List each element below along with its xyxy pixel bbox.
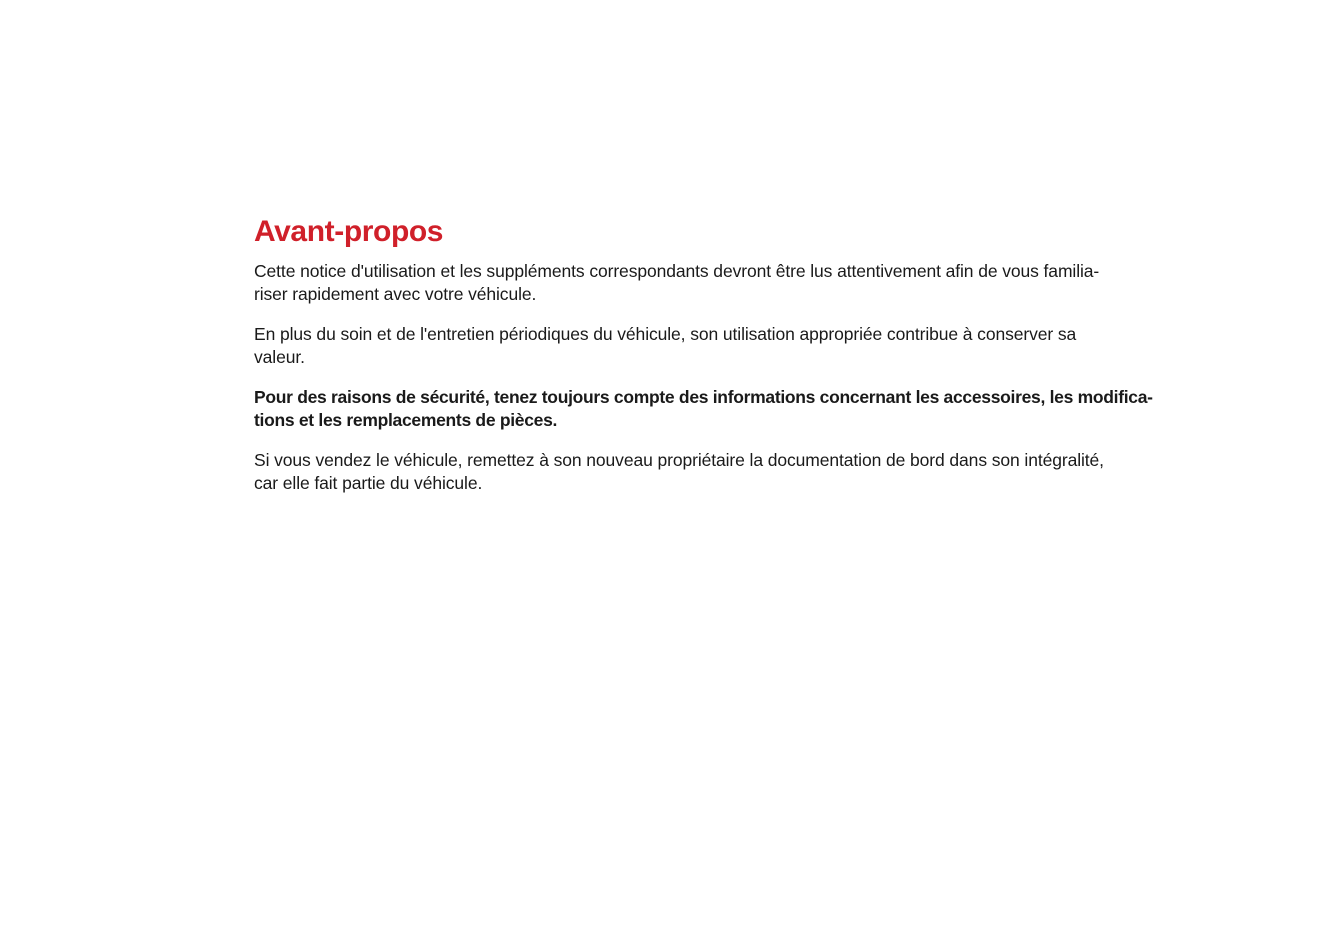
paragraph-line: tions et les remplacements de pièces. xyxy=(254,410,558,430)
paragraph-maintenance xyxy=(254,323,1154,369)
paragraph-line: Pour des raisons de sécurité, tenez toujours compte des informations concernant les accessoires, les modifica- xyxy=(254,387,1153,407)
paragraph-safety-notice xyxy=(254,386,1154,432)
paragraph-line: En plus du soin et de l'entretien périodiques du véhicule, son utilisation appropriée contribue à conserver sa xyxy=(254,324,1077,344)
paragraph-read-carefully xyxy=(254,260,1154,306)
paragraph-line: Si vous vendez le véhicule, remettez à son nouveau propriétaire la documentation de bord dans son intégralité, xyxy=(254,450,1104,470)
paragraph-resale xyxy=(254,449,1154,495)
paragraph-line: valeur. xyxy=(254,347,305,367)
foreword-section xyxy=(254,212,1154,512)
paragraph-line: Cette notice d'utilisation et les suppléments correspondants devront être lus attentivement afin de vous familia- xyxy=(254,261,1100,281)
page-title: Avant-propos xyxy=(254,215,444,248)
paragraph-line: car elle fait partie du véhicule. xyxy=(254,473,483,493)
paragraph-line: riser rapidement avec votre véhicule. xyxy=(254,284,537,304)
